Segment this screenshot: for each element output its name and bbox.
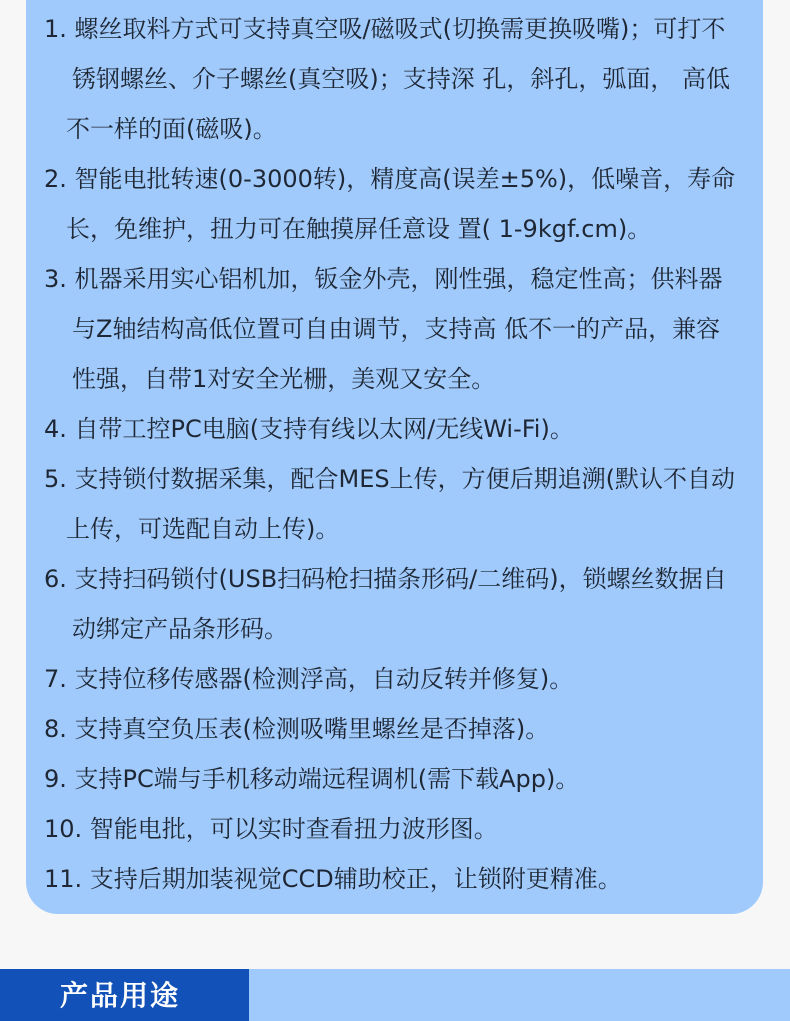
feature-line: 10. 智能电批，可以实时查看扭力波形图。 bbox=[44, 815, 498, 843]
feature-line: 动绑定产品条形码。 bbox=[72, 615, 288, 643]
feature-line: 6. 支持扫码锁付(USB扫码枪扫描条形码/二维码)，锁螺丝数据自 bbox=[44, 565, 727, 593]
feature-line: 与Z轴结构高低位置可自由调节，支持高 低不一的产品，兼容 bbox=[72, 315, 721, 343]
feature-line: 8. 支持真空负压表(检测吸嘴里螺丝是否掉落)。 bbox=[44, 715, 550, 743]
feature-line: 4. 自带工控PC电脑(支持有线以太网/无线Wi-Fi)。 bbox=[44, 415, 574, 443]
feature-line: 1. 螺丝取料方式可支持真空吸/磁吸式(切换需更换吸嘴)；可打不 bbox=[44, 15, 726, 43]
feature-line: 锈钢螺丝、介子螺丝(真空吸)；支持深 孔，斜孔，弧面， 高低 bbox=[72, 65, 730, 93]
feature-line: 9. 支持PC端与手机移动端远程调机(需下载App)。 bbox=[44, 765, 580, 793]
feature-line: 上传，可选配自动上传)。 bbox=[66, 515, 340, 543]
feature-line: 5. 支持锁付数据采集，配合MES上传，方便后期追溯(默认不自动 bbox=[44, 465, 735, 493]
feature-line: 7. 支持位移传感器(检测浮高，自动反转并修复)。 bbox=[44, 665, 574, 693]
feature-line: 2. 智能电批转速(0-3000转)，精度高(误差±5%)，低噪音，寿命 bbox=[44, 165, 736, 193]
feature-line: 11. 支持后期加装视觉CCD辅助校正，让锁附更精准。 bbox=[44, 865, 622, 893]
feature-line: 长，免维护，扭力可在触摸屏任意设 置( 1-9kgf.cm)。 bbox=[66, 215, 652, 243]
feature-line: 3. 机器采用实心铝机加，钣金外壳，刚性强，稳定性高；供料器 bbox=[44, 265, 723, 293]
section-title: 产品用途 bbox=[60, 979, 181, 1012]
feature-line: 不一样的面(磁吸)。 bbox=[66, 115, 277, 143]
feature-line: 性强，自带1对安全光栅，美观又安全。 bbox=[72, 365, 496, 393]
